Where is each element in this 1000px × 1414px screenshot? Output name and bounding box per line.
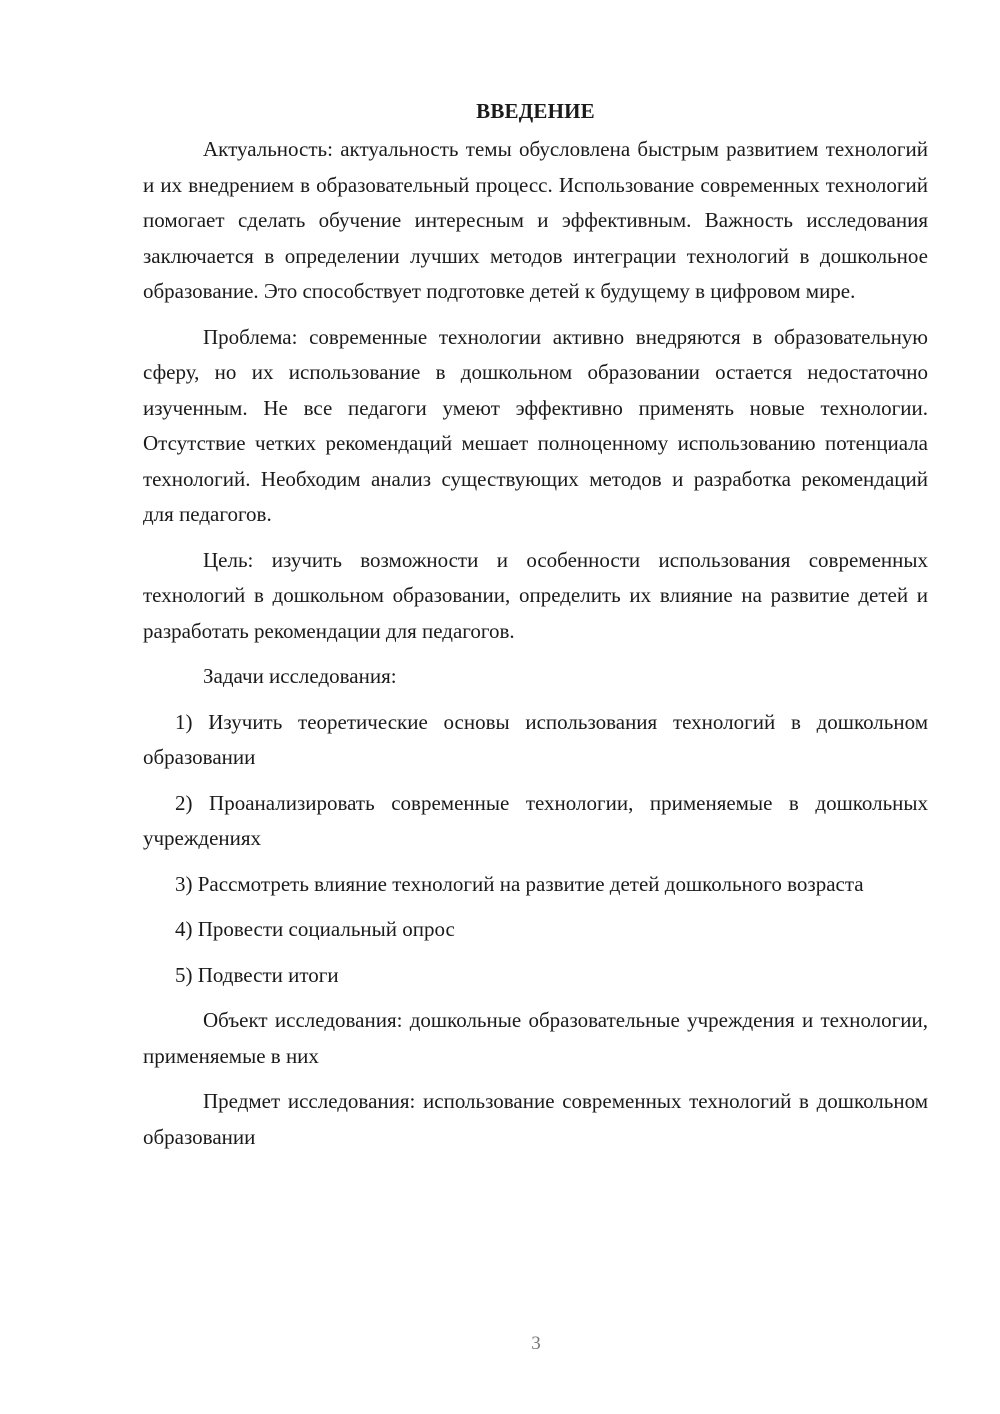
task-item-5: 5) Подвести итоги (175, 962, 339, 987)
task-item-4: 4) Провести социальный опрос (175, 917, 455, 941)
page-number: 3 (531, 1333, 541, 1354)
task-item-2: 2) Проанализировать современные технологии, применяемые в дошкольных учреждениях (143, 790, 928, 850)
relevance-paragraph: Актуальность: актуальность темы обусловлена быстрым развитием технологий и их внедрением в образовательный процесс. Использование современных технологий помогает сделать обучение интересным и эффективным. Важность исследования заключается в определении лучших методов интеграции технологий в дошкольное образование. Это способствует подготовке детей к будущему в цифровом мире. (143, 137, 928, 303)
goal-paragraph: Цель: изучить возможности и особенности использования современных технологий в дошкольном образовании, определить их влияние на развитие детей и разработать рекомендации для педагогов. (143, 547, 928, 643)
problem-paragraph: Проблема: современные технологии активно внедряются в образовательную сферу, но их использование в дошкольном образовании остается недостаточно изученным. Не все педагоги умеют эффективно применять новые технологии. Отсутствие четких рекомендаций мешает полноценному использованию потенциала технологий. Необходим анализ существующих методов и разработка рекомендаций для педагогов. (143, 324, 928, 526)
object-paragraph: Объект исследования: дошкольные образовательные учреждения и технологии, применяемые в них (143, 1008, 928, 1068)
task-item-3: 3) Рассмотреть влияние технологий на развитие детей дошкольного возраста (175, 871, 864, 896)
document-page (143, 96, 928, 1165)
task-item-1: 1) Изучить теоретические основы использования технологий в дошкольном образовании (143, 709, 928, 769)
tasks-heading: Задачи исследования: (203, 664, 397, 688)
subject-paragraph: Предмет исследования: использование современных технологий в дошкольном образовании (143, 1089, 928, 1149)
page-title: ВВЕДЕНИЕ (476, 99, 595, 123)
